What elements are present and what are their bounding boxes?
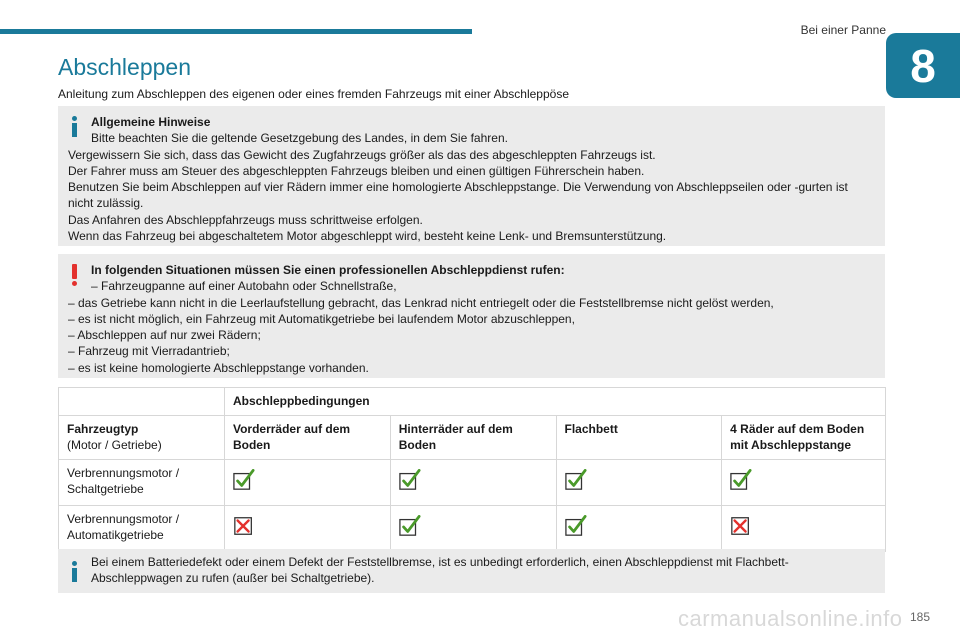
mark-cell (556, 459, 722, 505)
checkmark-icon (565, 515, 587, 537)
chapter-badge: 8 (886, 33, 960, 98)
warning-item: – Fahrzeug mit Vierradantrieb; (68, 344, 230, 359)
header-accent-bar (0, 29, 472, 34)
checkmark-icon (565, 469, 587, 491)
info-line: Bitte beachten Sie die geltende Gesetzgebung des Landes, in dem Sie fahren. (91, 131, 508, 146)
table-corner-cell (59, 388, 225, 416)
info-heading: Allgemeine Hinweise (91, 115, 211, 129)
info-line: Der Fahrer muss am Steuer des abgeschleppten Fahrzeugs bleiben und einen gültigen Führerschein haben. (68, 163, 645, 178)
mark-cell (390, 505, 556, 551)
table-row (59, 505, 886, 551)
column-header: 4 Räder auf dem Boden mit Abschleppstange (722, 415, 886, 459)
info-line: Das Anfahren des Abschleppfahrzeugs muss schrittweise erfolgen. (68, 212, 423, 227)
watermark: carmanualsonline.info (678, 606, 903, 631)
warning-heading: In folgenden Situationen müssen Sie einen professionellen Abschleppdienst rufen: (91, 263, 565, 277)
row-label: Verbrennungsmotor / Automatikgetriebe (59, 505, 225, 551)
column-header: Vorderräder auf dem Boden (224, 415, 390, 459)
page-title: Abschleppen (58, 54, 191, 80)
warning-item: – es ist nicht möglich, ein Fahrzeug mit Automatikgetriebe bei laufendem Motor abzuschleppen, (68, 311, 575, 326)
mark-cell (224, 505, 390, 551)
type-subheader: (Motor / Getriebe) (67, 438, 162, 452)
info-line: Vergewissern Sie sich, dass das Gewicht des Zugfahrzeugs größer als das des abgeschleppten Fahrzeugs ist. (68, 147, 656, 162)
info-box-general (58, 106, 885, 246)
info-line: Wenn das Fahrzeug bei abgeschaltetem Motor abgeschleppt wird, besteht keine Lenk- und Bremsunterstützung. (68, 229, 667, 244)
checkmark-icon (730, 469, 752, 491)
warning-item: – Abschleppen auf nur zwei Rädern; (68, 328, 261, 343)
info-line: Benutzen Sie beim Abschleppen auf vier Rädern immer eine homologierte Abschleppstange. Die Verwendung von Abschleppseilen oder -gurten ist nicht zulässig. (68, 180, 848, 211)
checkmark-icon (233, 469, 255, 491)
cross-icon (730, 515, 752, 537)
warning-box (58, 254, 885, 378)
mark-cell (224, 459, 390, 505)
table-row (59, 459, 886, 505)
intro-text: Anleitung zum Abschleppen des eigenen oder eines fremden Fahrzeugs mit einer Abschleppöse (58, 87, 569, 101)
checkmark-icon (399, 469, 421, 491)
row-label: Verbrennungsmotor / Schaltgetriebe (59, 459, 225, 505)
info-box-battery (58, 549, 885, 593)
checkmark-icon (399, 515, 421, 537)
table-type-header (59, 415, 225, 459)
column-header: Flachbett (556, 415, 722, 459)
section-name: Bei einer Panne (800, 23, 886, 37)
info-icon (68, 116, 82, 138)
warning-item: – das Getriebe kann nicht in die Leerlaufstellung gebracht, das Lenkrad nicht entriegelt oder die Feststellbremse nicht gelöst werden, (68, 295, 774, 310)
table-group-header: Abschleppbedingungen (224, 388, 885, 416)
column-header: Hinterräder auf dem Boden (390, 415, 556, 459)
type-header: Fahrzeugtyp (67, 421, 139, 436)
cross-icon (233, 515, 255, 537)
mark-cell (556, 505, 722, 551)
page-number: 185 (909, 610, 930, 624)
warning-item: – Fahrzeugpanne auf einer Autobahn oder Schnellstraße, (91, 279, 397, 294)
info-icon (68, 561, 82, 583)
exclamation-icon (68, 264, 82, 286)
mark-cell (722, 459, 886, 505)
info-text: Bei einem Batteriedefekt oder einem Defekt der Feststellbremse, ist es unbedingt erforderlich, einen Abschleppdienst mit Flachbett-Abschleppwagen zu rufen (außer bei Schaltgetriebe). (91, 555, 789, 586)
mark-cell (390, 459, 556, 505)
mark-cell (722, 505, 886, 551)
towing-conditions-table (58, 387, 886, 552)
warning-item: – es ist keine homologierte Abschleppstange vorhanden. (68, 360, 369, 375)
